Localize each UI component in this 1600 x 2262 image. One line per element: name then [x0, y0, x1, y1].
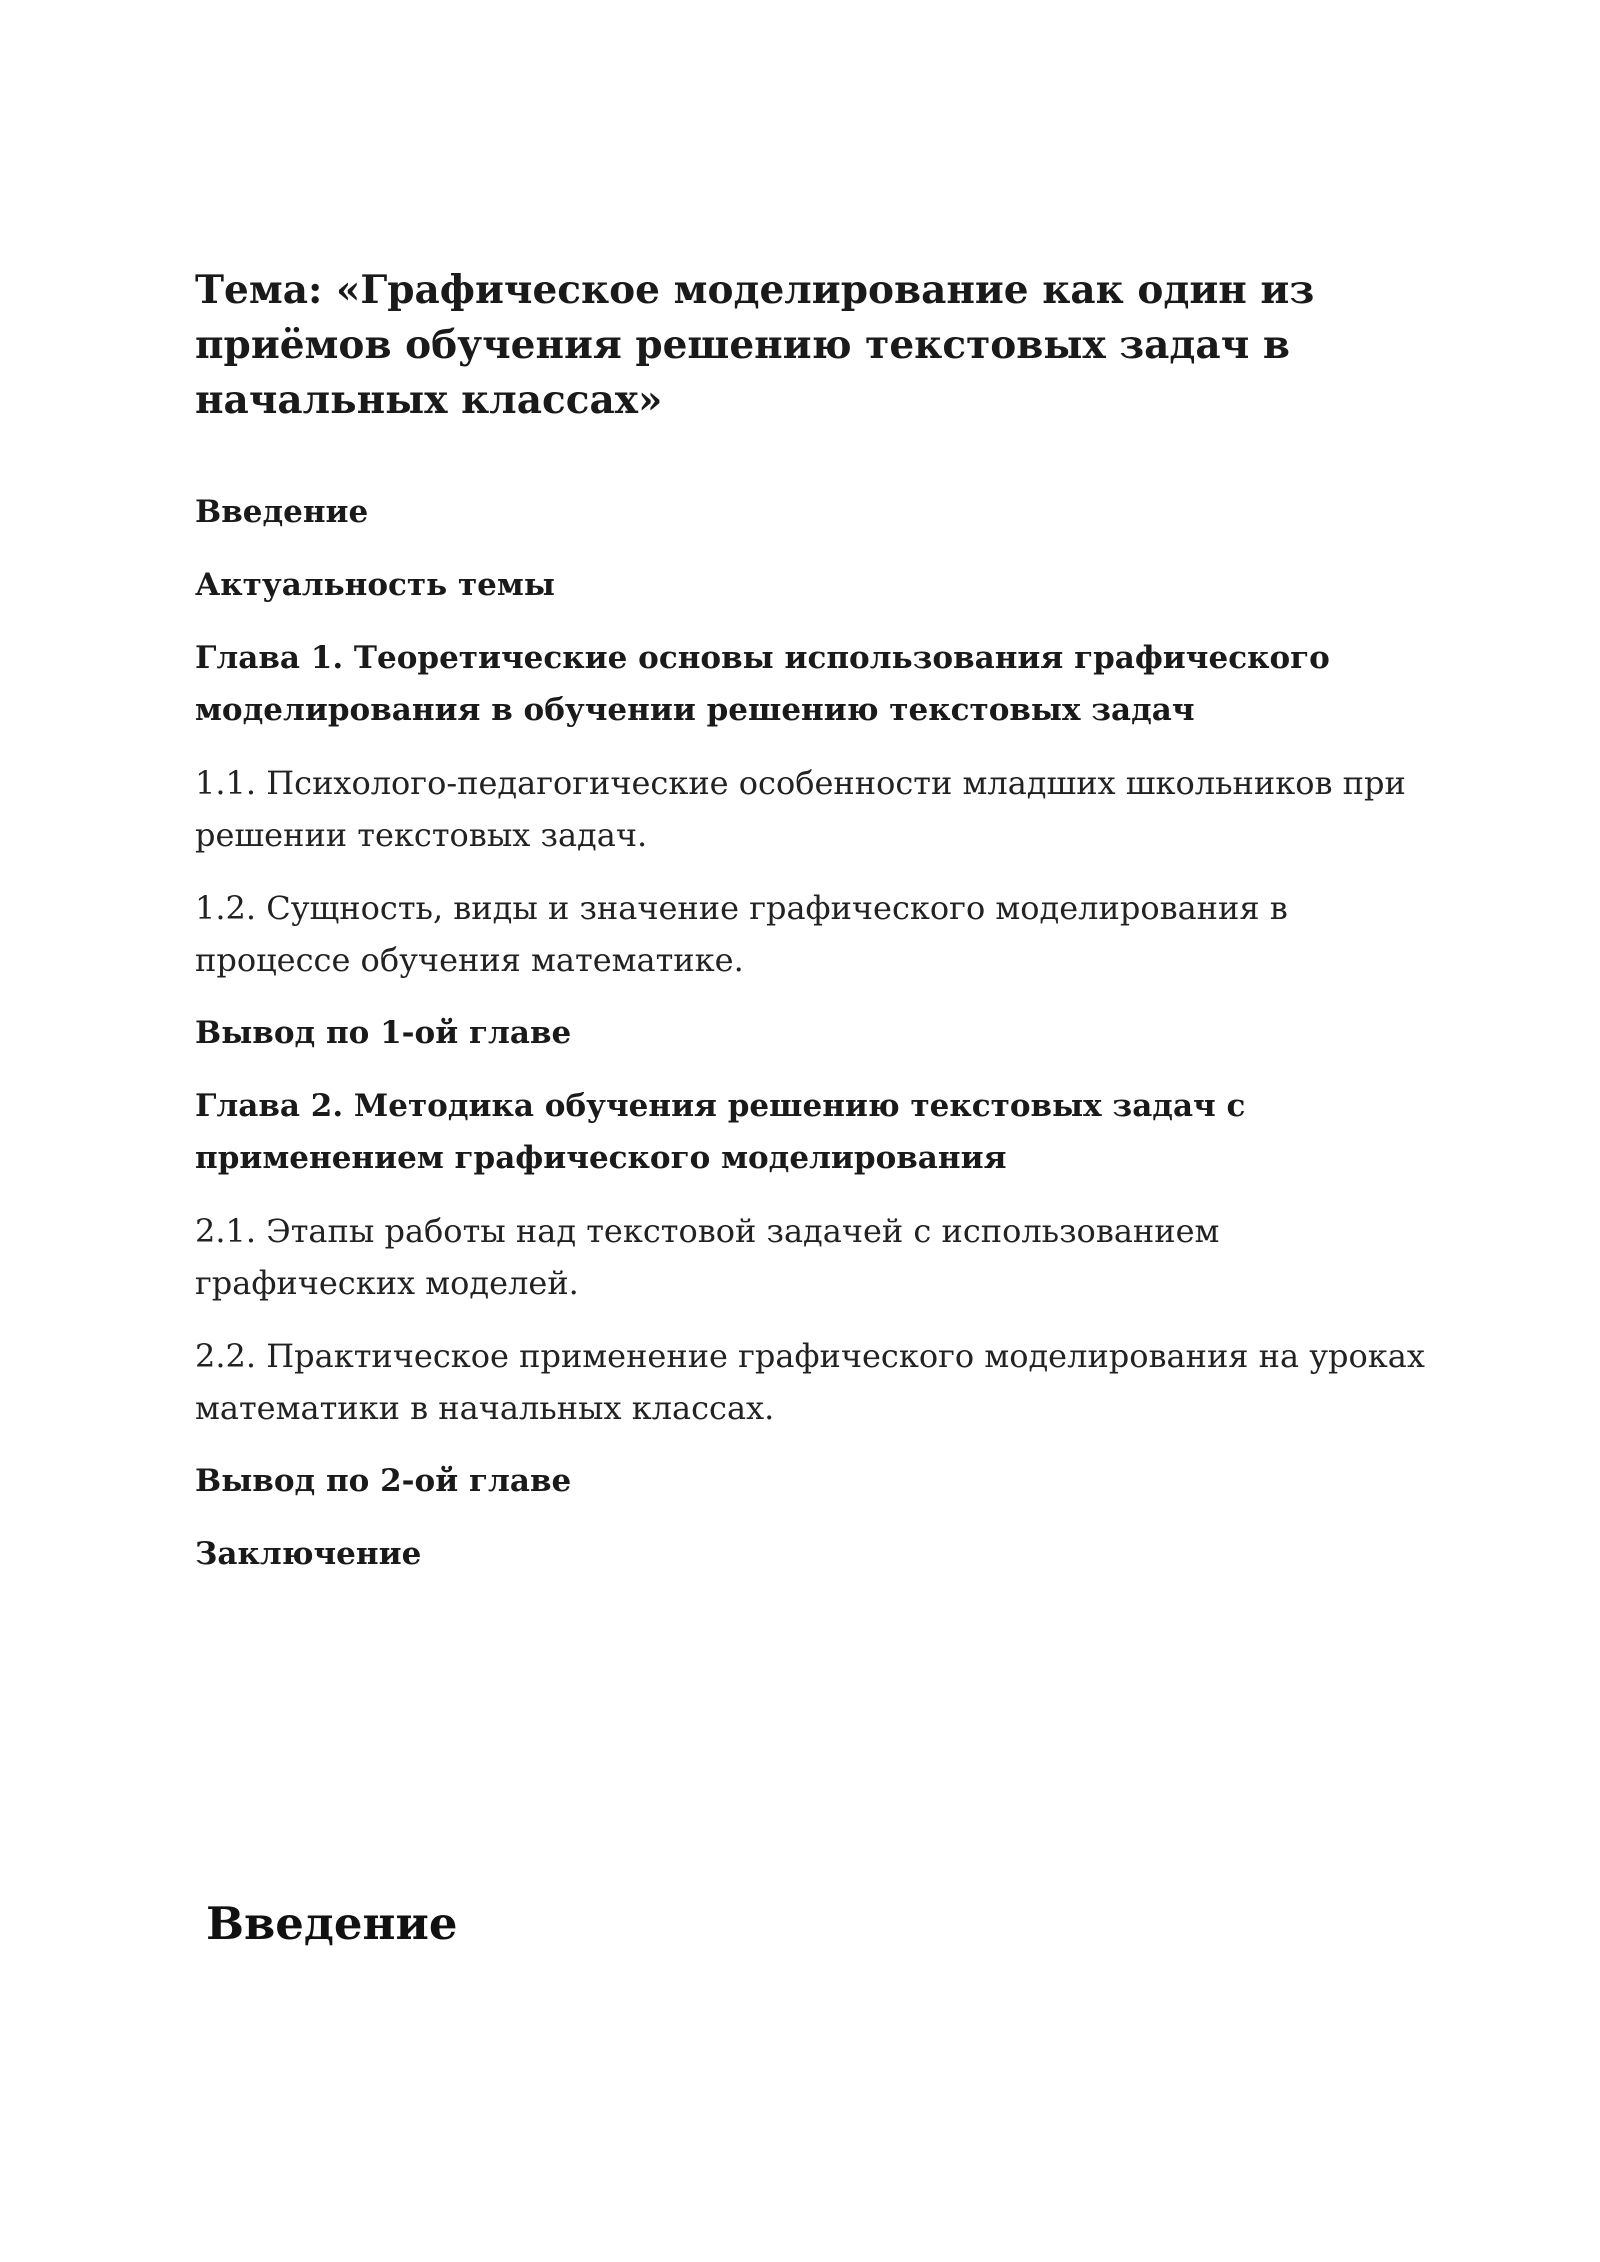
toc-item-chapter-2-conclusion: Вывод по 2-ой главе: [195, 1463, 572, 1499]
table-of-contents: [195, 486, 1445, 1601]
document-title: Тема: «Графическое моделирование как один из приёмов обучения решению текстовых задач в начальных классах»: [195, 267, 1315, 423]
toc-item-section-2-2: 2.2. Практическое применение графического моделирования на уроках математики в начальных классах.: [195, 1337, 1425, 1427]
toc-item-chapter-1: Глава 1. Теоретические основы использования графического моделирования в обучении решению текстовых задач: [195, 640, 1330, 728]
toc-item-section-1-2: 1.2. Сущность, виды и значение графического моделирования в процессе обучения математике.: [195, 889, 1288, 979]
introduction-heading: Введение: [206, 1897, 458, 1950]
toc-item-chapter-1-conclusion: Вывод по 1-ой главе: [195, 1015, 572, 1051]
toc-item-relevance: Актуальность темы: [195, 567, 555, 603]
toc-item-section-1-1: 1.1. Психолого-педагогические особенности младших школьников при решении текстовых задач.: [195, 764, 1406, 854]
toc-item-introduction: Введение: [195, 494, 369, 530]
toc-item-section-2-1: 2.1. Этапы работы над текстовой задачей с использованием графических моделей.: [195, 1212, 1220, 1302]
toc-item-conclusion: Заключение: [195, 1536, 422, 1572]
toc-item-chapter-2: Глава 2. Методика обучения решению текстовых задач с применением графического моделирования: [195, 1088, 1246, 1176]
